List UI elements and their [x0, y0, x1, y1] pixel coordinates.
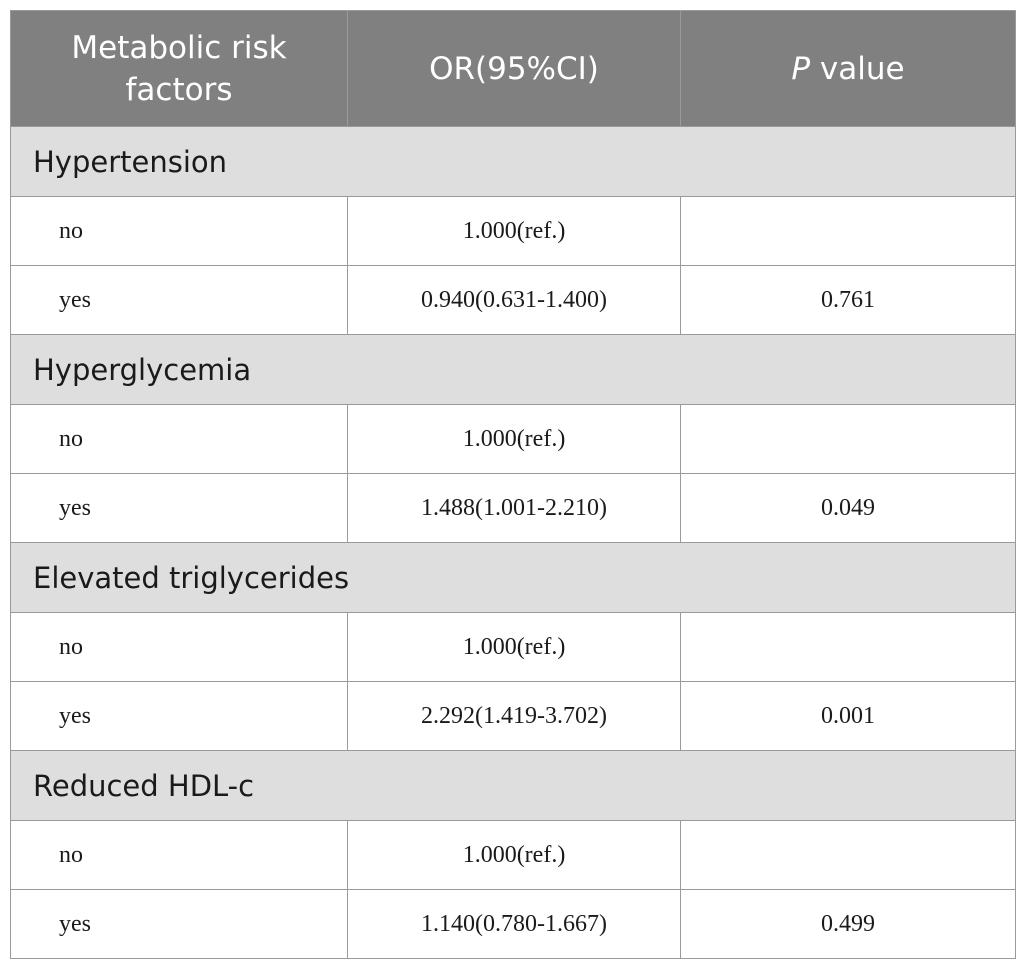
p-cell: 0.499: [681, 890, 1016, 959]
header-or-ci: OR(95%CI): [348, 11, 681, 127]
p-cell: [681, 821, 1016, 890]
table-row: [11, 890, 1016, 959]
group-row-hypertension: [11, 127, 1016, 197]
group-title: Reduced HDL-c: [11, 751, 1016, 821]
or-cell: 1.140(0.780-1.667): [348, 890, 681, 959]
table-row: [11, 682, 1016, 751]
p-cell: 0.049: [681, 474, 1016, 543]
or-cell: 0.940(0.631-1.400): [348, 266, 681, 335]
level-cell: no: [11, 821, 348, 890]
table-row: [11, 405, 1016, 474]
p-cell: 0.001: [681, 682, 1016, 751]
group-title: Hyperglycemia: [11, 335, 1016, 405]
table-row: [11, 197, 1016, 266]
level-cell: no: [11, 405, 348, 474]
p-cell: 0.761: [681, 266, 1016, 335]
group-row-hyperglycemia: [11, 335, 1016, 405]
header-p-italic: P: [791, 50, 811, 87]
or-cell: 1.000(ref.): [348, 613, 681, 682]
table-row: [11, 821, 1016, 890]
level-cell: yes: [11, 266, 348, 335]
level-cell: yes: [11, 682, 348, 751]
group-title: Hypertension: [11, 127, 1016, 197]
or-cell: 1.000(ref.): [348, 405, 681, 474]
group-title: Elevated triglycerides: [11, 543, 1016, 613]
level-cell: yes: [11, 890, 348, 959]
table-row: [11, 474, 1016, 543]
or-cell: 2.292(1.419-3.702): [348, 682, 681, 751]
or-cell: 1.000(ref.): [348, 197, 681, 266]
p-cell: [681, 197, 1016, 266]
metabolic-risk-table: [10, 10, 1016, 959]
table-row: [11, 266, 1016, 335]
group-row-elevated-triglycerides: [11, 543, 1016, 613]
table-header-row: [11, 11, 1016, 127]
level-cell: no: [11, 613, 348, 682]
group-row-reduced-hdl-c: [11, 751, 1016, 821]
level-cell: no: [11, 197, 348, 266]
or-cell: 1.000(ref.): [348, 821, 681, 890]
or-cell: 1.488(1.001-2.210): [348, 474, 681, 543]
p-cell: [681, 613, 1016, 682]
level-cell: yes: [11, 474, 348, 543]
header-p-rest: value: [810, 50, 905, 87]
p-cell: [681, 405, 1016, 474]
header-risk-factors: Metabolic risk factors: [11, 11, 348, 127]
table-row: [11, 613, 1016, 682]
header-p-value: [681, 11, 1016, 127]
results-table-container: [10, 10, 1015, 959]
